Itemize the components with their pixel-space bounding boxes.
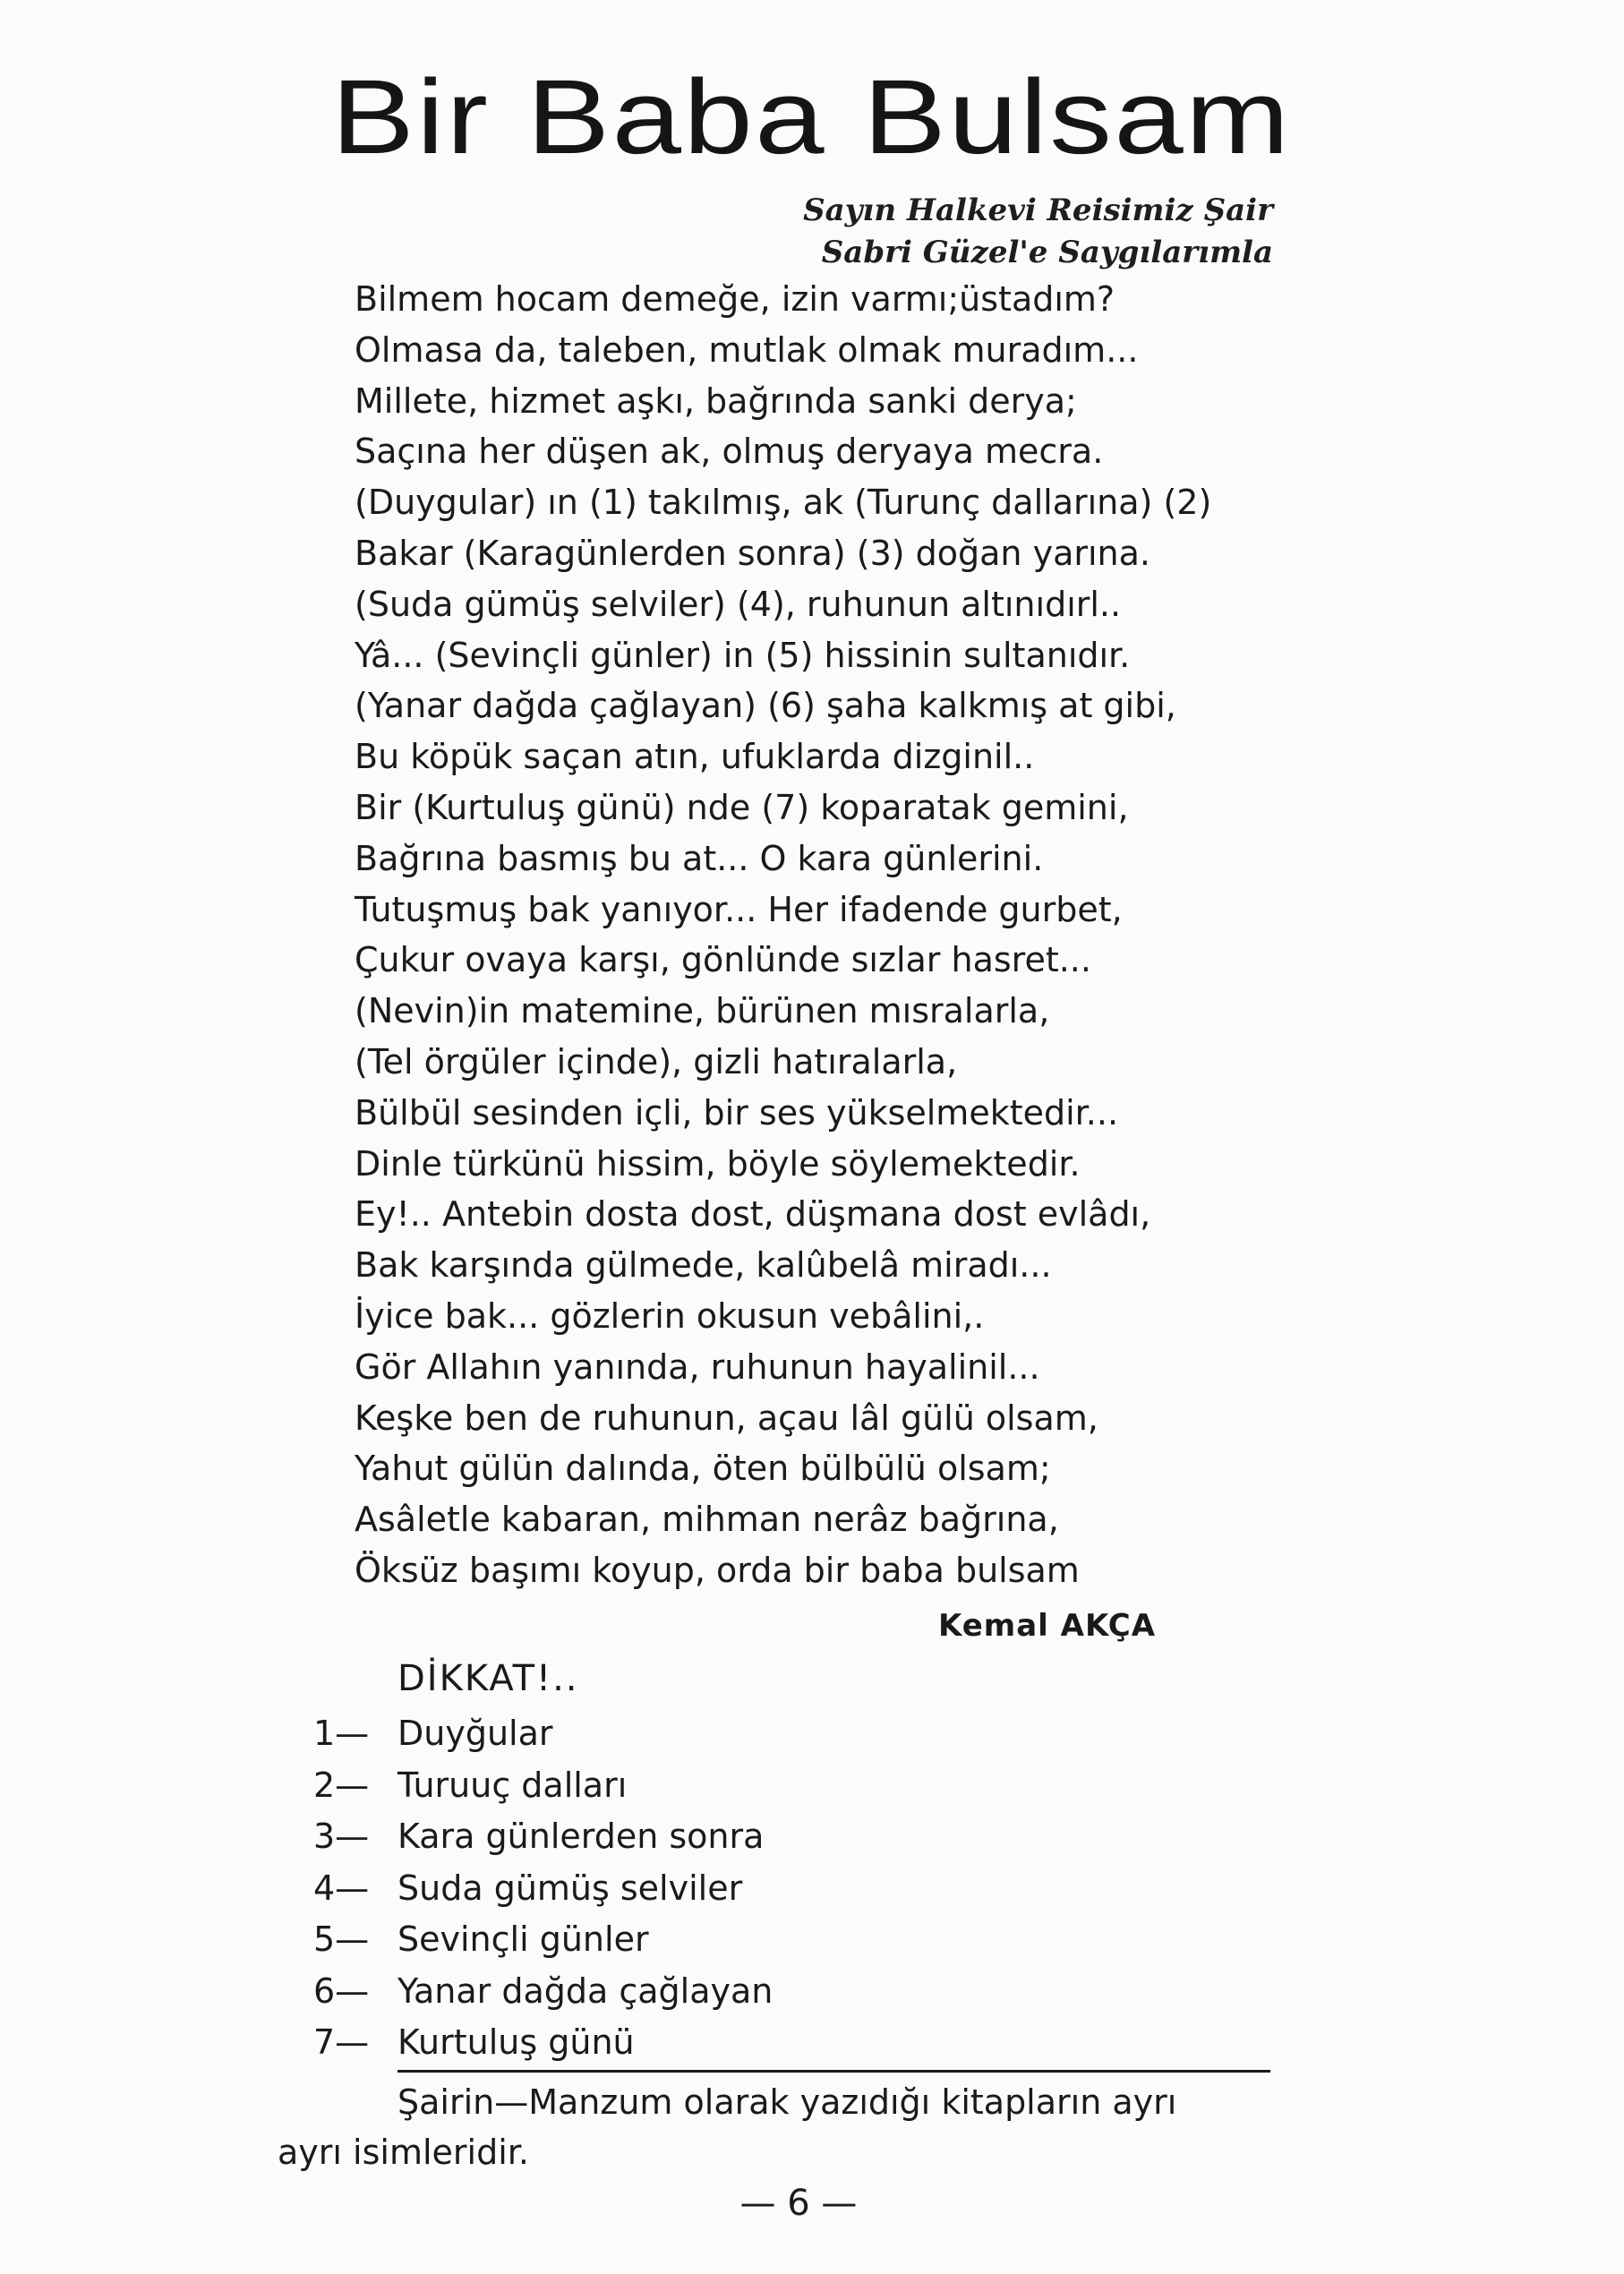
- poem-line: Bak karşında gülmede, kalûbelâ miradı...: [355, 1245, 1052, 1286]
- poem-line: Ey!.. Antebin dosta dost, düşmana dost evlâdı,: [355, 1194, 1151, 1235]
- note-item: [313, 1708, 773, 1760]
- poem-line: Bakar (Karagünlerden sonra) (3) doğan yarına.: [355, 533, 1150, 573]
- footnote-line: Şairin—Manzum olarak yazıdığı kitapların ayrı: [397, 2082, 1177, 2122]
- note-text: Kara günlerden sonra: [397, 1817, 765, 1856]
- note-text: Yanar dağda çağlayan: [397, 1971, 774, 2011]
- note-number: 3—: [313, 1817, 370, 1856]
- poem-line: (Yanar dağda çağlayan) (6) şaha kalkmış at gibi,: [355, 686, 1176, 726]
- note-item: [313, 1811, 773, 1863]
- note-number: 7—: [313, 2022, 370, 2062]
- poem-line: Öksüz başımı koyup, orda bir baba bulsam: [355, 1550, 1080, 1590]
- note-text: Kurtuluş günü: [397, 2022, 635, 2062]
- poem-line: Yahut gülün dalında, öten bülbülü olsam;: [355, 1449, 1051, 1489]
- footnote-divider: [397, 2070, 1270, 2073]
- poem-line: Yâ... (Sevinçli günler) in (5) hissinin sultanıdır.: [355, 635, 1131, 675]
- dedication: [803, 190, 1273, 274]
- poem-line: Bağrına basmış bu at... O kara günlerini.: [355, 838, 1044, 878]
- page-number: — 6 —: [739, 2183, 858, 2224]
- note-number: 4—: [313, 1868, 370, 1908]
- poem-line: Bu köpük saçan atın, ufuklarda dizginil..: [355, 737, 1035, 777]
- note-item: [313, 1760, 773, 1812]
- poem-line: Tutuşmuş bak yanıyor... Her ifadende gurbet,: [355, 889, 1123, 929]
- poem-title: Bir Baba Bulsam: [331, 58, 1292, 176]
- notes-list: [313, 1708, 773, 2069]
- poem-line: Gör Allahın yanında, ruhunun hayalinil...: [355, 1346, 1040, 1387]
- poem-line: İyice bak... gözlerin okusun vebâlini,.: [355, 1295, 985, 1336]
- note-text: Suda gümüş selviler: [397, 1868, 743, 1908]
- poem-line: Keşke ben de ruhunun, açau lâl gülü olsam,: [355, 1398, 1098, 1438]
- note-item: [313, 1914, 773, 1966]
- note-number: 1—: [313, 1714, 370, 1753]
- note-item: [313, 1863, 773, 1915]
- poem-line: Saçına her düşen ak, olmuş deryaya mecra.: [355, 432, 1104, 472]
- poem-body: [355, 274, 1357, 1596]
- poem-line: Bir (Kurtuluş günü) nde (7) koparatak gemini,: [355, 787, 1129, 827]
- note-text: Sevinçli günler: [397, 1919, 649, 1959]
- poem-line: (Suda gümüş selviler) (4), ruhunun altınıdırl..: [355, 584, 1122, 624]
- poem-line: (Duygular) ın (1) takılmış, ak (Turunç dallarına) (2): [355, 483, 1212, 523]
- poem-line: Bülbül sesinden içli, bir ses yükselmektedir...: [355, 1092, 1119, 1133]
- note-item: [313, 2017, 773, 2069]
- poem-line: (Tel örgüler içinde), gizli hatıralarla,: [355, 1041, 958, 1081]
- footnote: [278, 2077, 1176, 2177]
- poem-line: Olmasa da, taleben, mutlak olmak muradım...: [355, 329, 1139, 370]
- dedication-line: Sayın Halkevi Reisimiz Şair: [803, 192, 1273, 228]
- note-number: 2—: [313, 1765, 370, 1805]
- note-number: 6—: [313, 1971, 370, 2011]
- note-item: [313, 1966, 773, 2018]
- poem-line: Asâletle kabaran, mihman nerâz bağrına,: [355, 1500, 1059, 1540]
- poem-line: Millete, hizmet aşkı, bağrında sanki derya;: [355, 380, 1077, 421]
- author-signature: Kemal AKÇA: [938, 1608, 1157, 1644]
- poem-line: Dinle türkünü hissim, böyle söylemektedir.: [355, 1143, 1081, 1184]
- poem-line: Çukur ovaya karşı, gönlünde sızlar hasret...: [355, 940, 1091, 980]
- note-number: 5—: [313, 1919, 370, 1959]
- poem-line: (Nevin)in matemine, bürünen mısralarla,: [355, 991, 1050, 1031]
- footnote-line: ayrı isimleridir.: [278, 2133, 529, 2172]
- note-text: Turuuç dalları: [397, 1765, 628, 1805]
- poem-line: Bilmem hocam demeğe, izin varmı;üstadım?: [355, 279, 1115, 319]
- notes-heading: DİKKAT!..: [397, 1658, 579, 1699]
- dedication-line: Sabri Güzel'e Saygılarımla: [821, 235, 1273, 270]
- note-text: Duyğular: [397, 1714, 553, 1753]
